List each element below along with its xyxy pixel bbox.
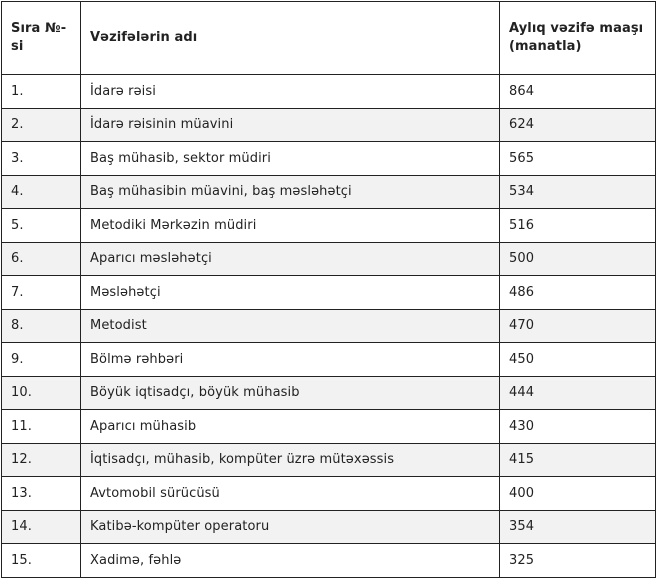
- row-salary: 400: [500, 477, 656, 511]
- row-salary: 444: [500, 376, 656, 410]
- row-salary: 354: [500, 510, 656, 544]
- row-position: Metodiki Mərkəzin müdiri: [81, 209, 500, 243]
- row-position: Böyük iqtisadçı, böyük mühasib: [81, 376, 500, 410]
- table-body: [2, 75, 656, 578]
- row-number: 7.: [2, 276, 81, 310]
- row-salary: 450: [500, 343, 656, 377]
- row-number: 10.: [2, 376, 81, 410]
- row-number: 11.: [2, 410, 81, 444]
- table-row: [2, 276, 656, 310]
- table-row: [2, 343, 656, 377]
- row-number: 14.: [2, 510, 81, 544]
- table-row: [2, 309, 656, 343]
- row-number: 15.: [2, 544, 81, 578]
- header-position: Vəzifələrin adı: [81, 2, 500, 75]
- table-row: [2, 376, 656, 410]
- table-row: [2, 209, 656, 243]
- row-position: Xadimə, fəhlə: [81, 544, 500, 578]
- table-row: [2, 75, 656, 109]
- row-number: 8.: [2, 309, 81, 343]
- header-row: [2, 2, 656, 75]
- table-row: [2, 510, 656, 544]
- table-row: [2, 175, 656, 209]
- row-position: Baş mühasib, sektor müdiri: [81, 142, 500, 176]
- table-header: [2, 2, 656, 75]
- row-position: Avtomobil sürücüsü: [81, 477, 500, 511]
- row-position: Məsləhətçi: [81, 276, 500, 310]
- header-salary: Aylıq vəzifə maaşı (manatla): [500, 2, 656, 75]
- row-salary: 500: [500, 242, 656, 276]
- row-number: 13.: [2, 477, 81, 511]
- row-position: Metodist: [81, 309, 500, 343]
- row-number: 2.: [2, 108, 81, 142]
- row-number: 4.: [2, 175, 81, 209]
- row-salary: 430: [500, 410, 656, 444]
- row-salary: 565: [500, 142, 656, 176]
- row-number: 1.: [2, 75, 81, 109]
- table-row: [2, 544, 656, 578]
- header-number: Sıra №-si: [2, 2, 81, 75]
- row-position: İdarə rəisi: [81, 75, 500, 109]
- row-salary: 516: [500, 209, 656, 243]
- row-salary: 534: [500, 175, 656, 209]
- row-salary: 325: [500, 544, 656, 578]
- row-number: 9.: [2, 343, 81, 377]
- row-salary: 486: [500, 276, 656, 310]
- row-position: İqtisadçı, mühasib, kompüter üzrə mütəxəssis: [81, 443, 500, 477]
- row-position: Bölmə rəhbəri: [81, 343, 500, 377]
- row-number: 5.: [2, 209, 81, 243]
- row-position: Baş mühasibin müavini, baş məsləhətçi: [81, 175, 500, 209]
- table-row: [2, 443, 656, 477]
- row-position: Katibə-kompüter operatoru: [81, 510, 500, 544]
- row-position: İdarə rəisinin müavini: [81, 108, 500, 142]
- row-number: 12.: [2, 443, 81, 477]
- table-row: [2, 477, 656, 511]
- table-row: [2, 410, 656, 444]
- row-number: 6.: [2, 242, 81, 276]
- table-row: [2, 142, 656, 176]
- row-position: Aparıcı məsləhətçi: [81, 242, 500, 276]
- row-salary: 415: [500, 443, 656, 477]
- row-salary: 864: [500, 75, 656, 109]
- table-row: [2, 242, 656, 276]
- salary-table: [1, 1, 656, 578]
- row-salary: 624: [500, 108, 656, 142]
- row-position: Aparıcı mühasib: [81, 410, 500, 444]
- table-row: [2, 108, 656, 142]
- row-salary: 470: [500, 309, 656, 343]
- row-number: 3.: [2, 142, 81, 176]
